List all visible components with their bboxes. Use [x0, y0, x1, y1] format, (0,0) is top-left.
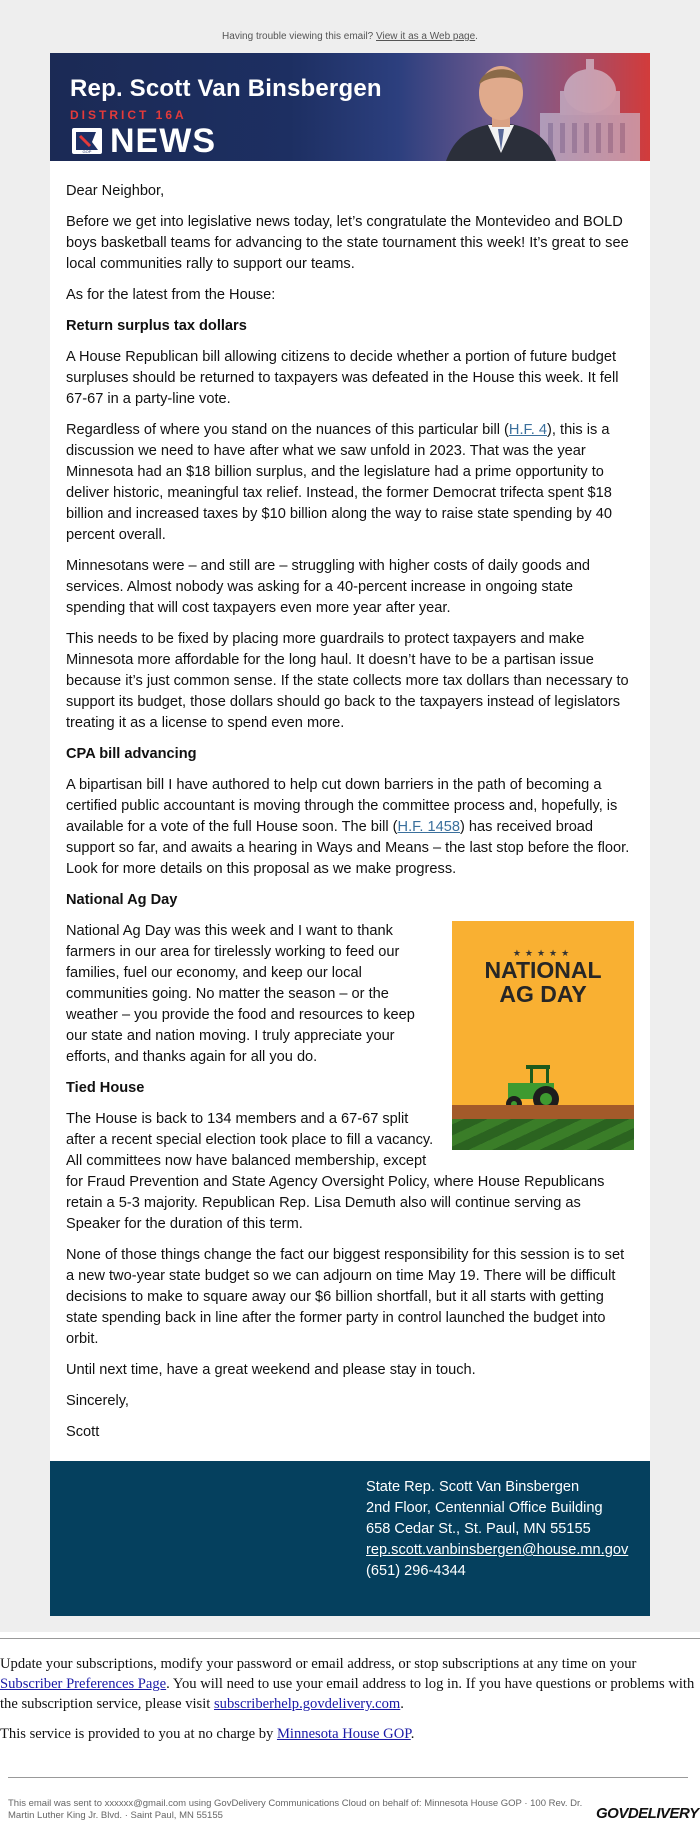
stars-decoration: ★★★★★ — [512, 948, 574, 958]
no-charge-text — [0, 1724, 414, 1744]
cpa-after: ) has received broad support so far, and awaits a hearing in Ways and Means – the last stop before the floor. Look for more details on this proposal as we make progress. — [66, 819, 630, 877]
latest-paragraph: As for the latest from the House: — [66, 287, 276, 303]
greeting: Dear Neighbor, — [66, 183, 165, 199]
closing-paragraph: Until next time, have a great weekend and please stay in touch. — [66, 1362, 476, 1378]
tied-heading: Tied House — [66, 1080, 145, 1096]
cpa-paragraph — [66, 775, 634, 880]
subs-part-1: Update your subscriptions, modify your password or email address, or stop subscriptions at any time on your — [0, 1656, 637, 1672]
subscriber-help-link[interactable]: subscriberhelp.govdelivery.com — [214, 1696, 401, 1712]
mn-house-gop-link[interactable]: Minnesota House GOP — [276, 1726, 411, 1742]
signature: Scott — [66, 1424, 100, 1440]
ag-image-title-1: NATIONAL — [484, 957, 602, 983]
tax-paragraph-1: A House Republican bill allowing citizens to decide whether a portion of future budget surpluses should be returned to taxpayers was defeated in the House this week. It fell 67-67 in a party-line vote. — [66, 349, 619, 407]
tax-heading: Return surplus tax dollars — [66, 318, 247, 334]
ag-heading: National Ag Day — [66, 892, 178, 908]
ag-paragraph: National Ag Day was this week and I want to thank farmers in our area for tirelessly working to feed our families, fuel our economy, and keep our local communities going. No matter the season – or the weather – you provide the food and resources to keep our state and nation moving. I truly appreciate your efforts, and thanks again for all you do. — [66, 923, 415, 1065]
view-online-bar — [0, 0, 700, 42]
cpa-before: A bipartisan bill I have authored to help cut down barriers in the path of becoming a certified public accountant is moving through the committee process and, hopefully, is available for a vote of the full House soon. The bill ( — [66, 777, 618, 835]
free-before: This service is provided to you at no charge by — [0, 1726, 277, 1742]
newsletter-body — [50, 161, 650, 1461]
tied-paragraph-2: None of those things change the fact our biggest responsibility for this session is to set a new two-year state budget so we can adjourn on time May 19. There will be difficult decisions to make to square away our $6 billion shortfall, but it all starts with getting state spending back in line after the former party in control launched the budget into orbit. — [66, 1247, 625, 1347]
gop-logo — [72, 128, 102, 154]
tax-paragraph-4: This needs to be fixed by placing more guardrails to protect taxpayers and make Minnesota more affordable for the long haul. It doesn’t have to be a partisan issue because it’s just common sense. If the state collects more tax dollars than necessary to support its budget, those dollars should go back to the taxpayers instead of legislators treating it as a license to spend even more. — [66, 631, 629, 731]
news-title: NEWS — [110, 122, 216, 160]
cpa-heading: CPA bill advancing — [66, 746, 197, 762]
tied-paragraph-1: The House is back to 134 members and a 67-67 split after a recent special election took place to fill a vacancy. All committees now have balanced membership, except for Fraud Prevention and State Agency Oversight Policy, where House Republicans retain a 5-3 majority. Republican Rep. Lisa Demuth also will continue serving as Speaker for the duration of this term. — [66, 1111, 605, 1232]
footer-name: State Rep. Scott Van Binsbergen — [366, 1479, 580, 1495]
tax-p2-after: ), this is a discussion we need to have after what we saw unfold in 2023. That was the year Minnesota had an $18 billion surplus, and the legislature had a prime opportunity to deliver historic, meaningful tax relief. Instead, the former Democrat trifecta spent $18 billion and increased taxes by $10 billion along the way to raise state spending by 40 percent overall. — [66, 422, 612, 543]
contact-footer — [50, 1461, 650, 1616]
free-after: . — [410, 1726, 415, 1742]
representative-name: Rep. Scott Van Binsbergen — [70, 75, 382, 102]
district-label: DISTRICT 16A — [70, 108, 187, 122]
tax-paragraph-3: Minnesotans were – and still are – struggling with higher costs of daily goods and services. Almost nobody was asking for a 40-percent increase in ongoing state spending that will cost taxpayers even more year after year. — [66, 558, 591, 616]
tax-paragraph-2 — [66, 420, 634, 546]
footer-address: 658 Cedar St., St. Paul, MN 55155 — [366, 1521, 591, 1537]
sent-to-notice: This email was sent to xxxxxx@gmail.com using GovDelivery Communications Cloud on behalf of: Minnesota House GOP · 100 Rev. Dr. Martin Luther King Jr. Blvd. · Saint Paul, MN 55155 — [8, 1798, 583, 1821]
footer-email-link[interactable]: rep.scott.vanbinsbergen@house.mn.gov — [366, 1542, 629, 1558]
divider — [8, 1777, 688, 1778]
national-ag-day-image — [452, 921, 634, 1150]
subs-part-3: . — [400, 1696, 404, 1712]
email-card — [50, 53, 650, 1616]
hf4-link[interactable]: H.F. 4 — [508, 422, 548, 438]
field-stripes — [452, 1119, 634, 1150]
hf1458-link[interactable]: H.F. 1458 — [397, 819, 460, 835]
header-banner — [50, 53, 650, 161]
gop-logo-text: GOP — [82, 149, 92, 154]
footer-office: 2nd Floor, Centennial Office Building — [366, 1500, 603, 1516]
divider — [0, 1638, 700, 1639]
ag-image-title-2: AG DAY — [499, 981, 587, 1007]
subscription-section — [0, 1632, 700, 1830]
intro-paragraph: Before we get into legislative news today, let’s congratulate the Montevideo and BOLD boys basketball teams for advancing to the state tournament this week! It’s great to see local communities rally to support our teams. — [66, 214, 629, 272]
subscription-text — [0, 1654, 700, 1714]
govdelivery-logo: GOVDELIVERY — [596, 1805, 699, 1822]
tax-p2-before: Regardless of where you stand on the nuances of this particular bill ( — [66, 422, 509, 438]
subs-part-2: . You will need to use your email address to log in. If you have questions or problems with the subscription service, please visit — [0, 1676, 695, 1712]
mn-gop-emblem-icon — [72, 128, 102, 154]
view-web-page-link[interactable]: View it as a Web page — [376, 31, 476, 42]
subscriber-preferences-link[interactable]: Subscriber Preferences Page — [0, 1676, 167, 1692]
view-online-text: Having trouble viewing this email? — [222, 31, 374, 42]
soil-strip — [452, 1105, 634, 1119]
signoff: Sincerely, — [66, 1393, 129, 1409]
representative-portrait — [426, 53, 576, 161]
footer-phone: (651) 296-4344 — [366, 1563, 466, 1579]
view-online-suffix: . — [475, 31, 478, 42]
